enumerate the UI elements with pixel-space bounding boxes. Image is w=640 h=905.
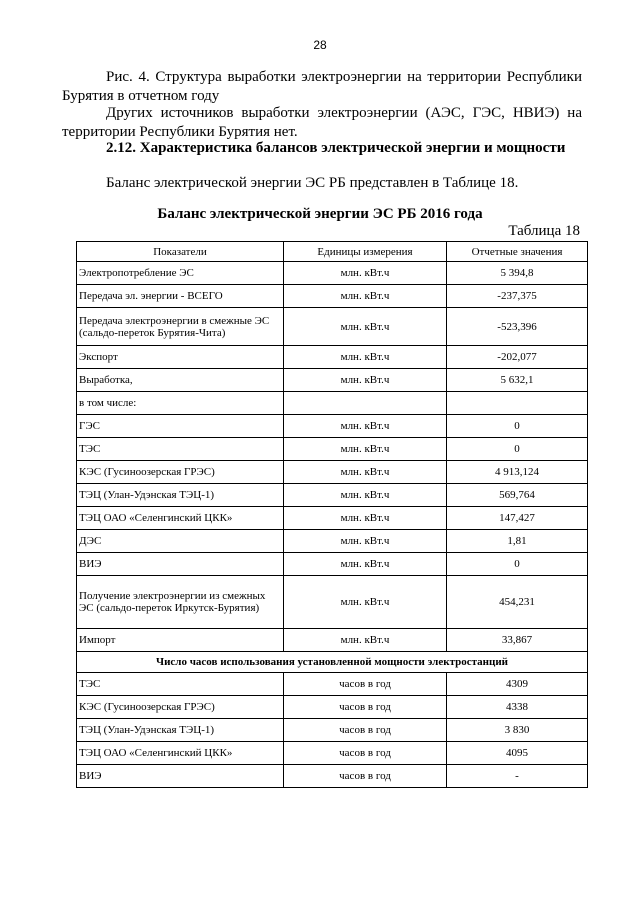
indicator-cell: Экспорт (77, 346, 284, 369)
indicator-cell: КЭС (Гусиноозерская ГРЭС) (77, 461, 284, 484)
unit-cell: млн. кВт.ч (284, 285, 447, 308)
value-cell: 5 394,8 (447, 262, 588, 285)
energy-balance-table (76, 241, 588, 788)
indicator-cell: Передача электроэнергии в смежные ЭС (сальдо-переток Бурятия-Чита) (77, 308, 284, 346)
table-row (77, 719, 588, 742)
value-cell: 1,81 (447, 530, 588, 553)
unit-cell (284, 392, 447, 415)
table-row (77, 461, 588, 484)
unit-cell: млн. кВт.ч (284, 461, 447, 484)
table-row (77, 438, 588, 461)
value-cell: 454,231 (447, 576, 588, 629)
table-section-row (77, 652, 588, 673)
value-cell (447, 392, 588, 415)
table-header-row (77, 242, 588, 262)
indicator-cell: ТЭЦ ОАО «Селенгинский ЦКК» (77, 507, 284, 530)
section-title-cell: Число часов использования установленной мощности электростанций (77, 652, 588, 673)
indicator-cell: Электропотребление ЭС (77, 262, 284, 285)
indicator-cell: Выработка, (77, 369, 284, 392)
unit-cell: млн. кВт.ч (284, 576, 447, 629)
unit-cell: млн. кВт.ч (284, 507, 447, 530)
table-row (77, 285, 588, 308)
indicator-cell: Получение электроэнергии из смежных ЭС (сальдо-переток Иркутск-Бурятия) (77, 576, 284, 629)
table-label: Таблица 18 (508, 223, 580, 239)
indicator-cell: КЭС (Гусиноозерская ГРЭС) (77, 696, 284, 719)
unit-cell: млн. кВт.ч (284, 262, 447, 285)
value-cell: -523,396 (447, 308, 588, 346)
header-indicator: Показатели (77, 242, 284, 262)
indicator-cell: ВИЭ (77, 553, 284, 576)
section-heading: 2.12. Характеристика балансов электрической энергии и мощности (106, 140, 566, 156)
indicator-cell: ТЭЦ (Улан-Удэнская ТЭЦ-1) (77, 719, 284, 742)
unit-cell: часов в год (284, 765, 447, 788)
table-row (77, 553, 588, 576)
unit-cell: млн. кВт.ч (284, 553, 447, 576)
indicator-cell: Передача эл. энергии - ВСЕГО (77, 285, 284, 308)
value-cell: - (447, 765, 588, 788)
other-sources-paragraph: Других источников выработки электроэнергии (АЭС, ГЭС, НВИЭ) на территории Республики Бурятия нет. (62, 105, 582, 140)
indicator-cell: ТЭС (77, 438, 284, 461)
value-cell: 33,867 (447, 629, 588, 652)
indicator-cell: ДЭС (77, 530, 284, 553)
value-cell: 147,427 (447, 507, 588, 530)
table-row (77, 673, 588, 696)
table-row (77, 530, 588, 553)
unit-cell: млн. кВт.ч (284, 346, 447, 369)
value-cell: 4095 (447, 742, 588, 765)
table-row (77, 765, 588, 788)
figure-caption: Рис. 4. Структура выработки электроэнергии на территории Республики Бурятия в отчетном году (62, 69, 582, 104)
value-cell: 0 (447, 553, 588, 576)
value-cell: 0 (447, 438, 588, 461)
table-row (77, 308, 588, 346)
table-row (77, 346, 588, 369)
table-row (77, 576, 588, 629)
unit-cell: часов в год (284, 696, 447, 719)
unit-cell: млн. кВт.ч (284, 484, 447, 507)
unit-cell: млн. кВт.ч (284, 530, 447, 553)
table-row (77, 507, 588, 530)
value-cell: 0 (447, 415, 588, 438)
table-row (77, 392, 588, 415)
unit-cell: млн. кВт.ч (284, 415, 447, 438)
table-title: Баланс электрической энергии ЭС РБ 2016 года (157, 206, 483, 222)
value-cell: 4309 (447, 673, 588, 696)
table-row (77, 415, 588, 438)
indicator-cell: ГЭС (77, 415, 284, 438)
unit-cell: млн. кВт.ч (284, 308, 447, 346)
indicator-cell: ТЭС (77, 673, 284, 696)
table-row (77, 369, 588, 392)
header-value: Отчетные значения (447, 242, 588, 262)
table-row (77, 696, 588, 719)
value-cell: 569,764 (447, 484, 588, 507)
unit-cell: млн. кВт.ч (284, 369, 447, 392)
unit-cell: млн. кВт.ч (284, 629, 447, 652)
value-cell: -237,375 (447, 285, 588, 308)
table-row (77, 742, 588, 765)
indicator-cell: ТЭЦ (Улан-Удэнская ТЭЦ-1) (77, 484, 284, 507)
table-row (77, 629, 588, 652)
header-unit: Единицы измерения (284, 242, 447, 262)
unit-cell: млн. кВт.ч (284, 438, 447, 461)
unit-cell: часов в год (284, 719, 447, 742)
unit-cell: часов в год (284, 673, 447, 696)
table-row (77, 484, 588, 507)
indicator-cell: ТЭЦ ОАО «Селенгинский ЦКК» (77, 742, 284, 765)
intro-paragraph: Баланс электрической энергии ЭС РБ представлен в Таблице 18. (106, 175, 519, 191)
indicator-cell: ВИЭ (77, 765, 284, 788)
value-cell: 4338 (447, 696, 588, 719)
unit-cell: часов в год (284, 742, 447, 765)
indicator-cell: в том числе: (77, 392, 284, 415)
table-row (77, 262, 588, 285)
value-cell: 5 632,1 (447, 369, 588, 392)
value-cell: 3 830 (447, 719, 588, 742)
value-cell: 4 913,124 (447, 461, 588, 484)
indicator-cell: Импорт (77, 629, 284, 652)
value-cell: -202,077 (447, 346, 588, 369)
page-number: 28 (313, 38, 327, 52)
